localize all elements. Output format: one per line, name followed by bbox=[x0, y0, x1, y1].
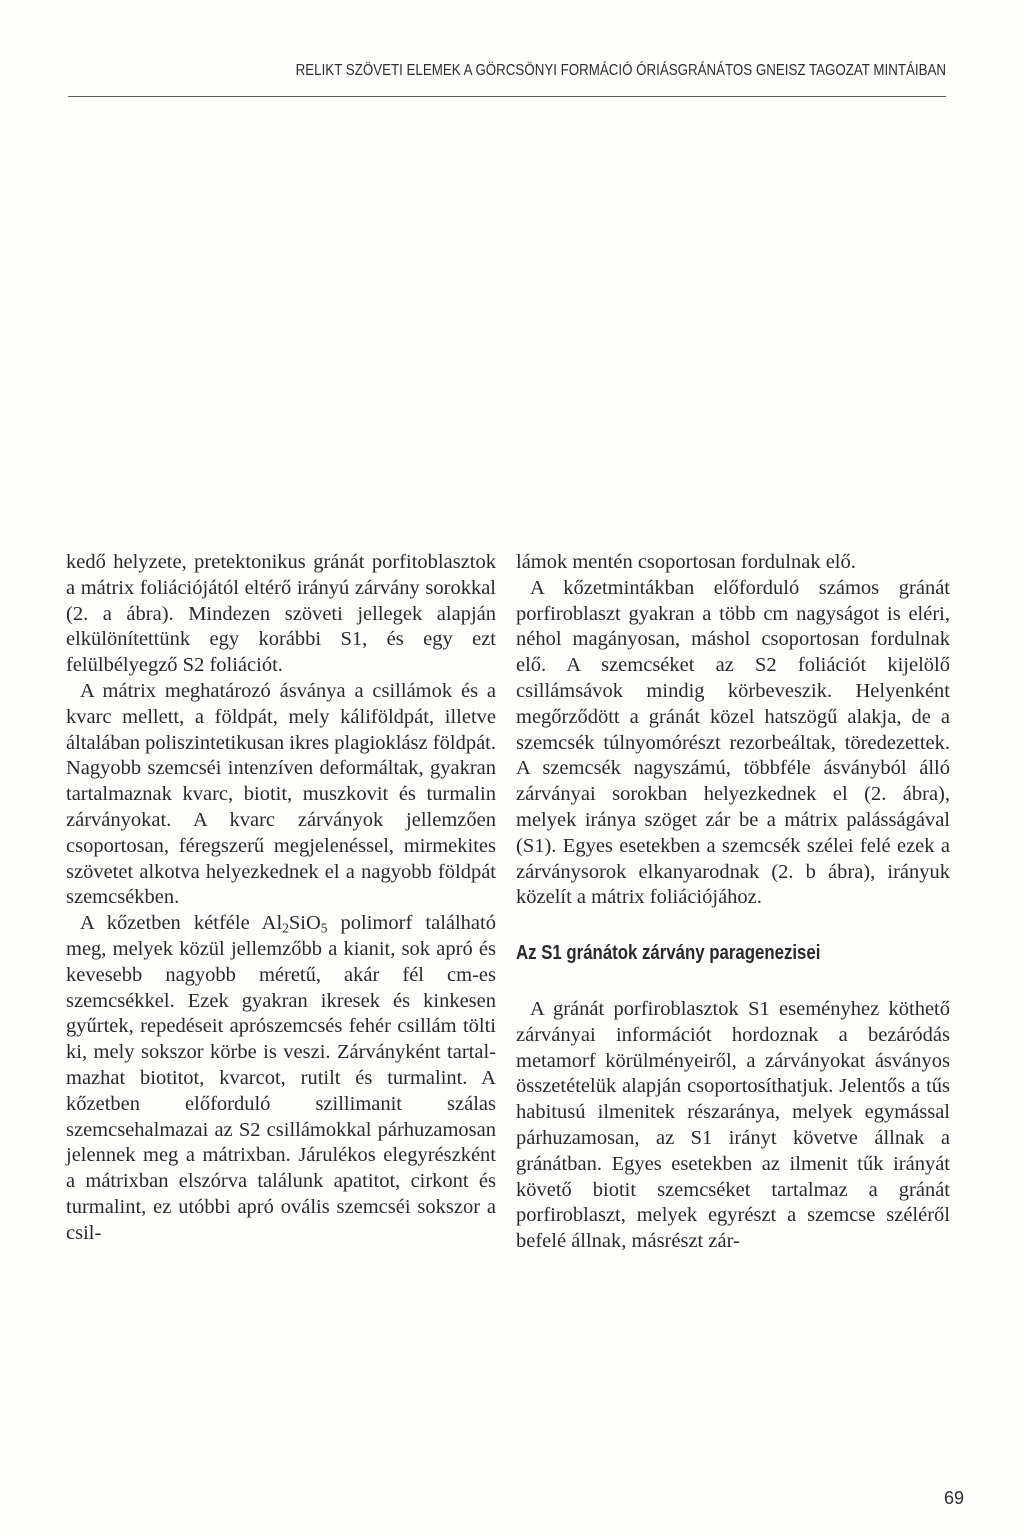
paragraph-left-3-start: A kőzetben kétféle Al bbox=[80, 912, 283, 935]
left-column bbox=[66, 550, 496, 1247]
paragraph-left-3-rest: polimorf található meg, melyek közül jellemzőbb a kianit, sok apró és kevesebb nagyobb méretű, akár fél cm-es szemcsékkel. Ezek gyakran ikresek és kinkesen gyűrtek, repedéseit aprószemcsés fehér csillám tölti ki, mely sokszor körbe is veszi. Zárványként tartalmazhat biotitot, kvarcot, rutilt és turmalint. A kőzetben előforduló szillimanit szálas szemcsehalmazai az S2 csillámokkal párhuzamosan jelennek meg a mátrixban. Járulékos elegyrészként a mátrixban elszórva találunk apatitot, cirkont és turmalint, ez utóbbi apró ovális szemcséi sokszor a csil- bbox=[66, 912, 496, 1244]
subscript-2: 2 bbox=[282, 920, 289, 936]
right-column bbox=[516, 550, 950, 1255]
formula-sio: SiO bbox=[288, 912, 321, 935]
blank-figure-area bbox=[68, 108, 946, 538]
paragraph-right-1: lámok mentén csoportosan fordulnak elő. bbox=[516, 551, 856, 573]
running-header: RELIKT SZÖVETI ELEMEK A GÖRCSÖNYI FORMÁCIÓ ÓRIÁSGRÁNÁTOS GNEISZ TAGOZAT MINTÁIBAN bbox=[295, 62, 946, 79]
section-heading: Az S1 gránátok zárvány paragenezisei bbox=[516, 942, 821, 965]
header-rule bbox=[68, 96, 946, 97]
paragraph-right-2: A kőzetmintákban előforduló számos gránát porfiroblaszt gyakran a több cm nagyságot is eléri, néhol magányosan, máshol csoportosan fordulnak elő. A szemcséket az S2 foliációt kijelölő csillámsávok mindig körbeveszik. Helyenként megőrződött a gránát közel hatszögű alakja, de a szemcsék túlnyomórészt rezorbeáltak, töredezettek. A szemcsék nagyszámú, többféle ásványból álló zárványai sorokban helyezkednek el (2. ábra), melyek iránya szöget zár be a mátrix palásságával (S1). Egyes esetekben a szemcsék szélei felé ezek a zárványsorok elkanyarodnak (2. b ábra), irányuk közelít a mátrix foliációjához. bbox=[516, 576, 950, 909]
paragraph-left-2: A mátrix meghatározó ásványa a csillámok és a kvarc mellett, a földpát, mely káliföldpát, illetve általában poliszintetikusan ikres plagioklász földpát. Nagyobb szemcséi intenzíven deformáltak, gyakran tartalmaznak kvarc, biotit, muszkovit és turmalin zárványokat. A kvarc zárványok jellemzően csoportosan, féregszerű megjelenéssel, mirmekites szövetet alkotva helyezkednek el a nagyobb földpát szemcsékben. bbox=[66, 679, 496, 909]
subscript-5: 5 bbox=[320, 920, 328, 936]
page-number: 69 bbox=[943, 1488, 964, 1508]
paragraph-left-1: kedő helyzete, pretektonikus gránát porfitoblasztok a mátrix foliációjától eltérő irányú zárvány sorokkal (2. a ábra). Mindezen szöveti jellegek alapján elkülönítettünk egy korábbi S1, és egy ezt felülbélyegző S2 foliációt. bbox=[66, 551, 496, 677]
paragraph-right-3: A gránát porfiroblasztok S1 eseményhez köthető zárványai információt hordoznak a bezáródás metamorf körülményeiről, a zárványokat ásványos összetételük alapján csoportosíthatjuk. Jelentős a tűs habitusú ilmenitek részaránya, melyek egymással párhuzamosan, az S1 irányt követve állnak a gránátban. Egyes esetekben az ilmenit tűk irányát követő biotit szemcséket tartalmaz a gránát porfiroblaszt, melyek egyrészt a szemcse széléről befelé állnak, másrészt zár- bbox=[516, 997, 950, 1253]
paragraph-left-3 bbox=[66, 911, 496, 1246]
